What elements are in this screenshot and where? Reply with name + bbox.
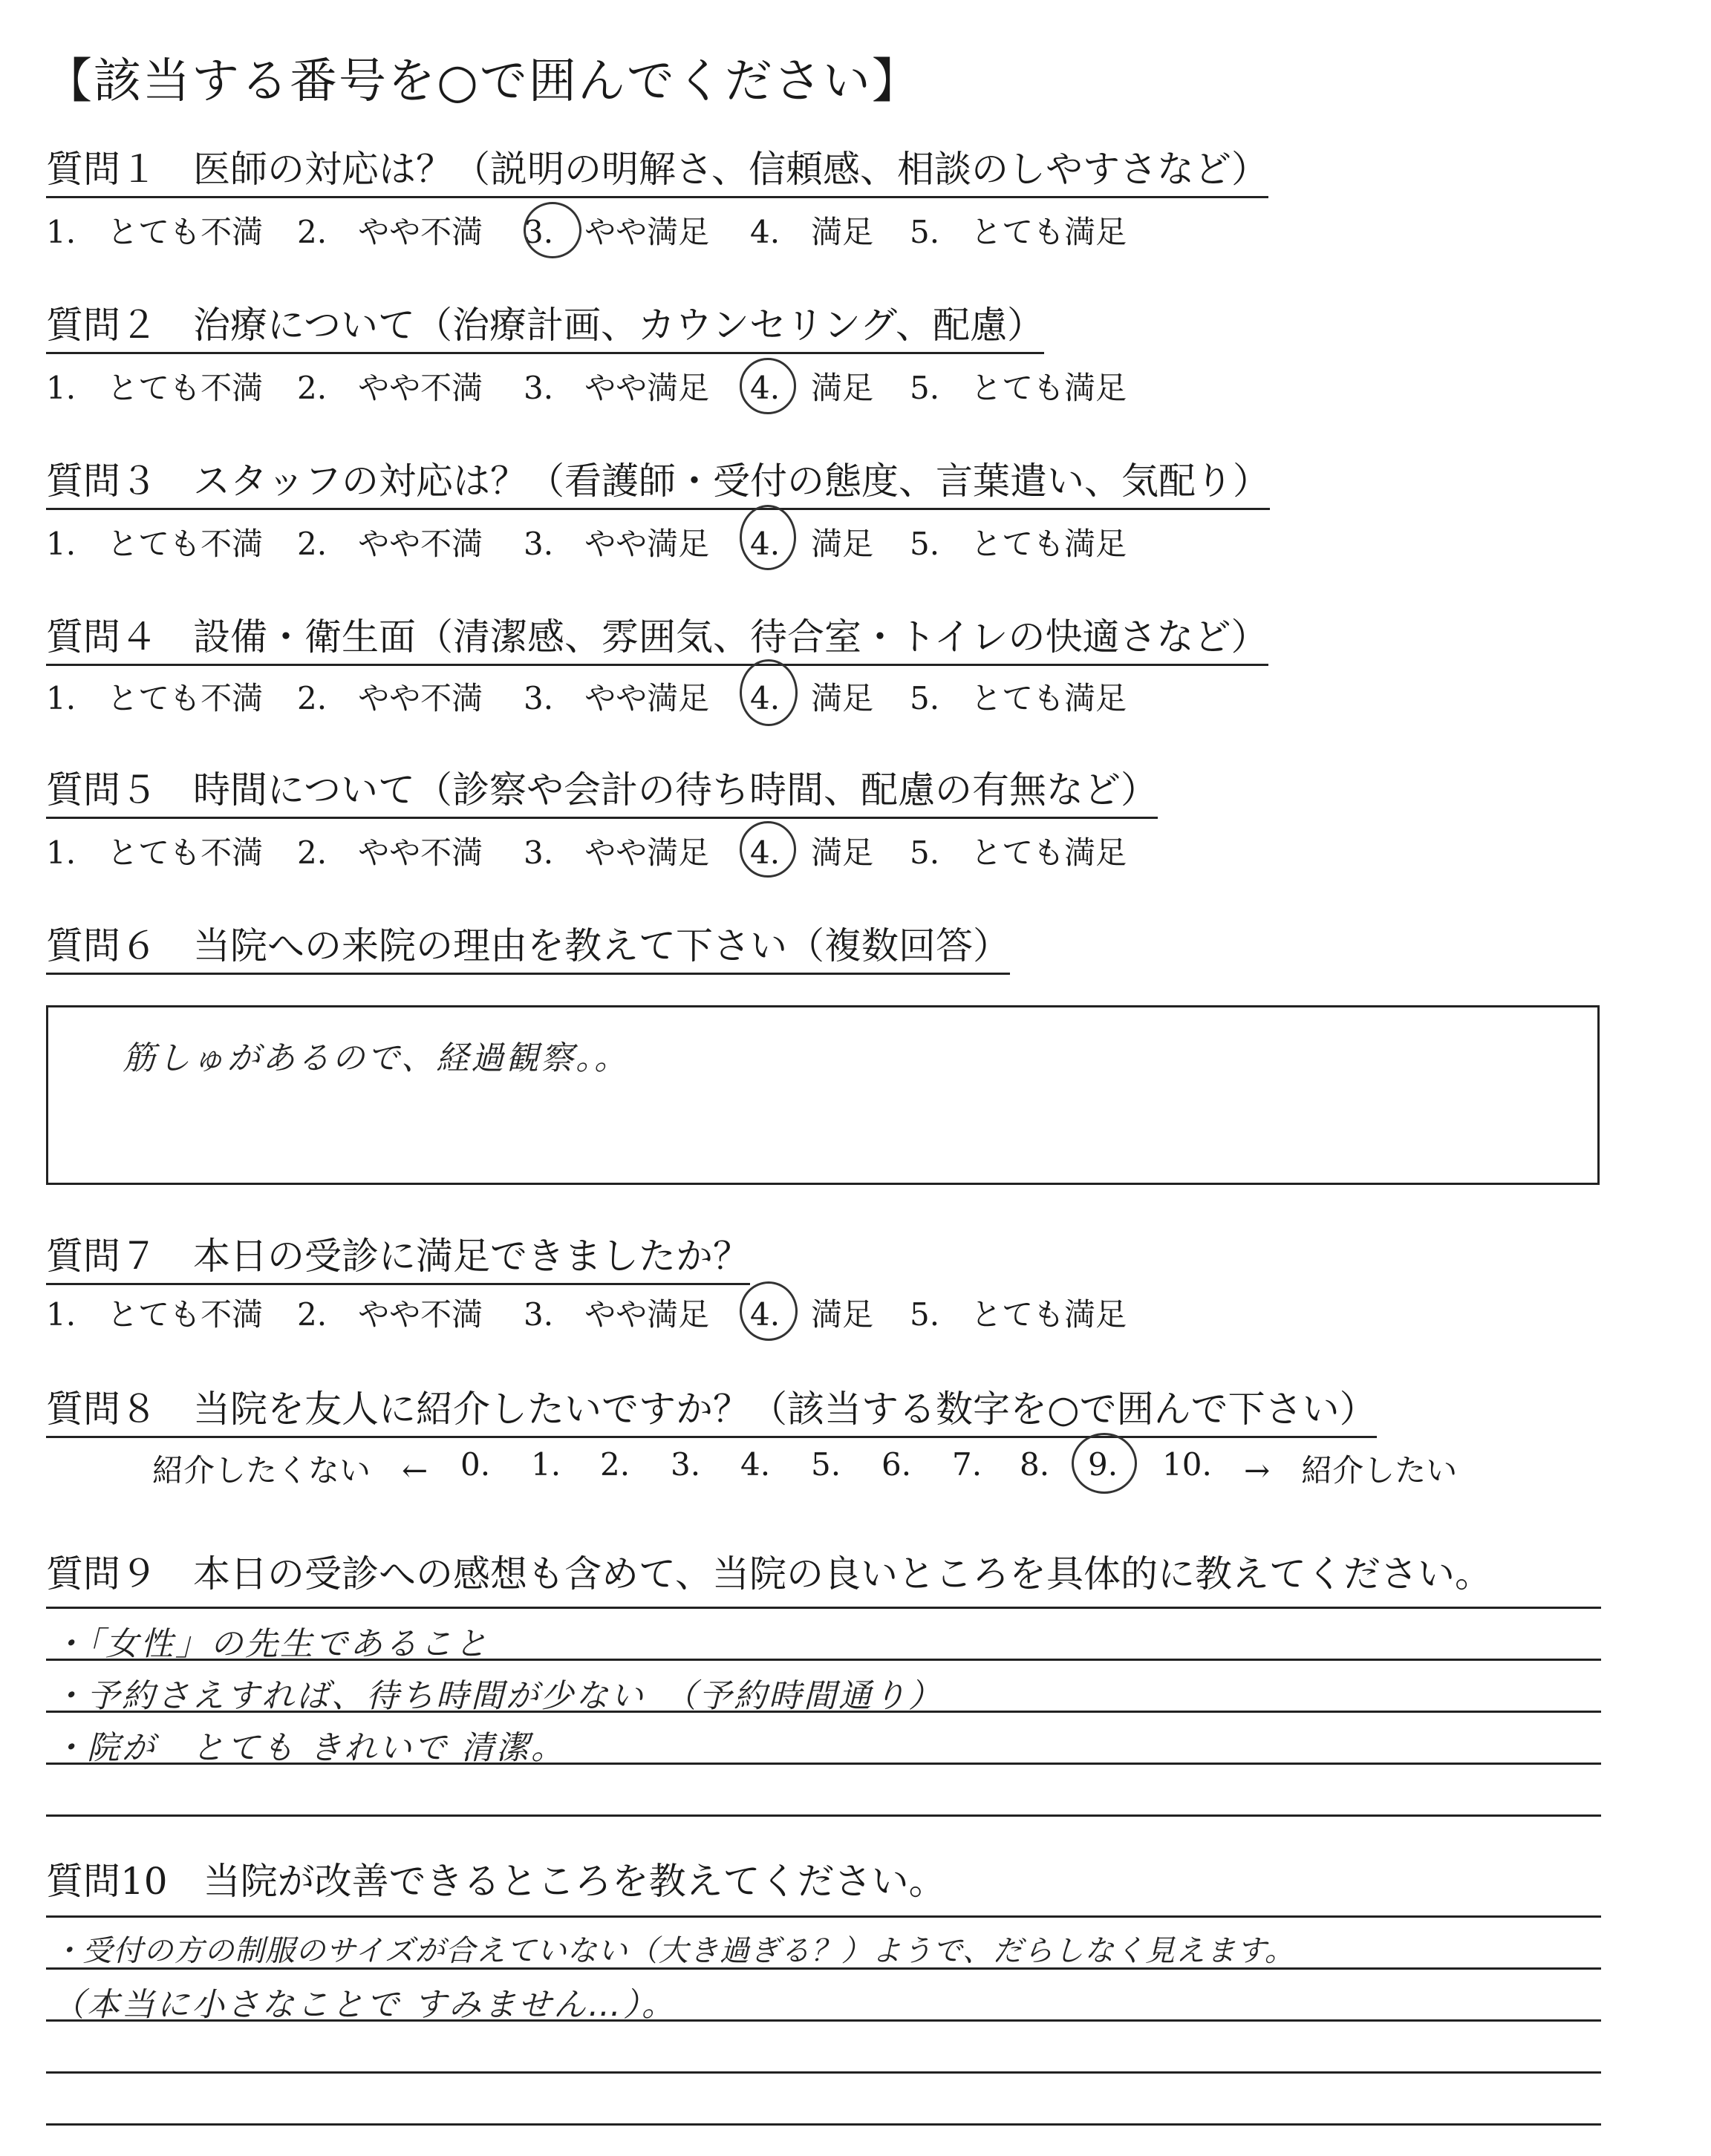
option-5[interactable]: 5. とても満足 (910, 834, 1127, 871)
option-5[interactable]: 5. とても満足 (910, 1296, 1127, 1333)
option-5[interactable]: 5. とても満足 (910, 214, 1127, 250)
option-2[interactable]: 2. やや不満 (297, 370, 483, 406)
handwritten-answer: ・「女性」の先生であること (52, 1625, 489, 1663)
handwritten-answer: ・院が とても きれいで 清潔。 (52, 1729, 566, 1767)
option-1[interactable]: 1. とても不満 (46, 214, 264, 250)
selection-circle (740, 1281, 798, 1341)
scale-value[interactable]: 4. (740, 1446, 771, 1483)
option-1[interactable]: 1. とても不満 (46, 526, 264, 562)
option-5[interactable]: 5. とても満足 (910, 680, 1127, 716)
option-3[interactable]: 3. やや満足 (524, 1296, 710, 1333)
question-text: 治療について（治療計画、カウンセリング、配慮） (193, 304, 1044, 347)
scale-value[interactable]: 9. (1088, 1446, 1118, 1483)
handwritten-answer: （本当に小さなことで すみません…）。 (52, 1986, 677, 2024)
handwritten-answer: ・受付の方の制服のサイズが合えていない（大き過ぎる？）ようで、だらしなく見えます。 (52, 1934, 1295, 1968)
question-number: 質問４ (46, 615, 157, 659)
ruled-line (46, 2071, 1601, 2074)
option-2[interactable]: 2. やや不満 (297, 680, 483, 716)
option-2[interactable]: 2. やや不満 (297, 834, 483, 871)
question-number: 質問８ (46, 1388, 157, 1431)
selection-circle (740, 659, 798, 726)
option-2[interactable]: 2. やや不満 (297, 526, 483, 562)
question-number: 質問７ (46, 1235, 157, 1278)
question-number: 質問１ (46, 148, 157, 191)
question-number: 質問９ (46, 1552, 157, 1595)
ruled-line (46, 1814, 1601, 1817)
question-2 (46, 304, 1044, 354)
question-text: 本日の受診に満足できましたか？ (193, 1235, 750, 1278)
question-number: 質問３ (46, 460, 157, 503)
question-text: 時間について（診察や会計の待ち時間、配慮の有無など） (193, 768, 1158, 811)
question-text: 当院が改善できるところを教えてください。 (203, 1860, 946, 1903)
ruled-line (46, 1915, 1601, 1918)
page-title: 【該当する番号を○で囲んでください】 (45, 54, 921, 109)
scale-value[interactable]: 8. (1020, 1446, 1050, 1483)
option-5[interactable]: 5. とても満足 (910, 526, 1127, 562)
option-3[interactable]: 3. やや満足 (524, 834, 710, 871)
question-number: 質問６ (46, 924, 157, 967)
option-4[interactable]: 4. 満足 (750, 834, 874, 871)
question-text: 当院への来院の理由を教えて下さい（複数回答） (193, 924, 1010, 967)
question-number: 質問10 (46, 1860, 168, 1903)
question-text: 当院を友人に紹介したいですか？（該当する数字を○で囲んで下さい） (193, 1388, 1377, 1431)
scale-right-label: → 紹介したい (1244, 1452, 1458, 1489)
selection-circle (740, 358, 796, 414)
question-text: 設備・衛生面（清潔感、雰囲気、待合室・トイレの快適さなど） (193, 615, 1268, 659)
option-4[interactable]: 4. 満足 (750, 370, 874, 406)
ruled-line (46, 2123, 1601, 2126)
scale-value[interactable]: 3. (671, 1446, 701, 1483)
option-3[interactable]: 3. やや満足 (524, 680, 710, 716)
question-9 (46, 1544, 1492, 1598)
selection-circle (740, 821, 796, 878)
option-2[interactable]: 2. やや不満 (297, 1296, 483, 1333)
free-text-box[interactable] (46, 1005, 1600, 1185)
scale-value[interactable]: 1. (531, 1446, 561, 1483)
scale-value[interactable]: 7. (952, 1446, 982, 1483)
question-6 (46, 925, 1010, 975)
question-7 (46, 1235, 750, 1285)
option-1[interactable]: 1. とても不満 (46, 834, 264, 871)
option-4[interactable]: 4. 満足 (750, 214, 874, 250)
option-1[interactable]: 1. とても不満 (46, 370, 264, 406)
ruled-line (46, 1607, 1601, 1609)
handwritten-answer: 筋しゅがあるので、経過観察。。 (123, 1039, 630, 1077)
question-8 (46, 1388, 1377, 1438)
question-text: 本日の受診への感想も含めて、当院の良いところを具体的に教えてください。 (193, 1552, 1492, 1595)
question-text: 医師の対応は？（説明の明解さ、信頼感、相談のしやすさなど） (193, 148, 1268, 191)
question-number: 質問５ (46, 768, 157, 811)
selection-circle (740, 505, 796, 570)
question-text: スタッフの対応は？（看護師・受付の態度、言葉遣い、気配り） (193, 460, 1270, 503)
option-4[interactable]: 4. 満足 (750, 526, 874, 562)
question-4 (46, 616, 1268, 666)
option-3[interactable]: 3. やや満足 (524, 214, 710, 250)
scale-value[interactable]: 2. (600, 1446, 630, 1483)
option-2[interactable]: 2. やや不満 (297, 214, 483, 250)
option-1[interactable]: 1. とても不満 (46, 1296, 264, 1333)
scale-value[interactable]: 10. (1162, 1446, 1212, 1483)
selection-circle (524, 202, 581, 258)
selection-circle (1072, 1433, 1137, 1494)
scale-value[interactable]: 6. (881, 1446, 912, 1483)
question-5 (46, 769, 1158, 819)
question-number: 質問２ (46, 304, 157, 347)
option-5[interactable]: 5. とても満足 (910, 370, 1127, 406)
option-4[interactable]: 4. 満足 (750, 680, 874, 716)
option-3[interactable]: 3. やや満足 (524, 526, 710, 562)
option-1[interactable]: 1. とても不満 (46, 680, 264, 716)
question-10 (46, 1852, 946, 1905)
option-3[interactable]: 3. やや満足 (524, 370, 710, 406)
handwritten-answer: ・予約さえすれば、待ち時間が少ない （予約時間通り） (52, 1677, 943, 1715)
scale-value[interactable]: 0. (460, 1446, 491, 1483)
question-3 (46, 460, 1270, 510)
scale-value[interactable]: 5. (811, 1446, 841, 1483)
question-1 (46, 148, 1268, 198)
scale-left-label: 紹介したくない ← (152, 1452, 428, 1489)
option-4[interactable]: 4. 満足 (750, 1296, 874, 1333)
